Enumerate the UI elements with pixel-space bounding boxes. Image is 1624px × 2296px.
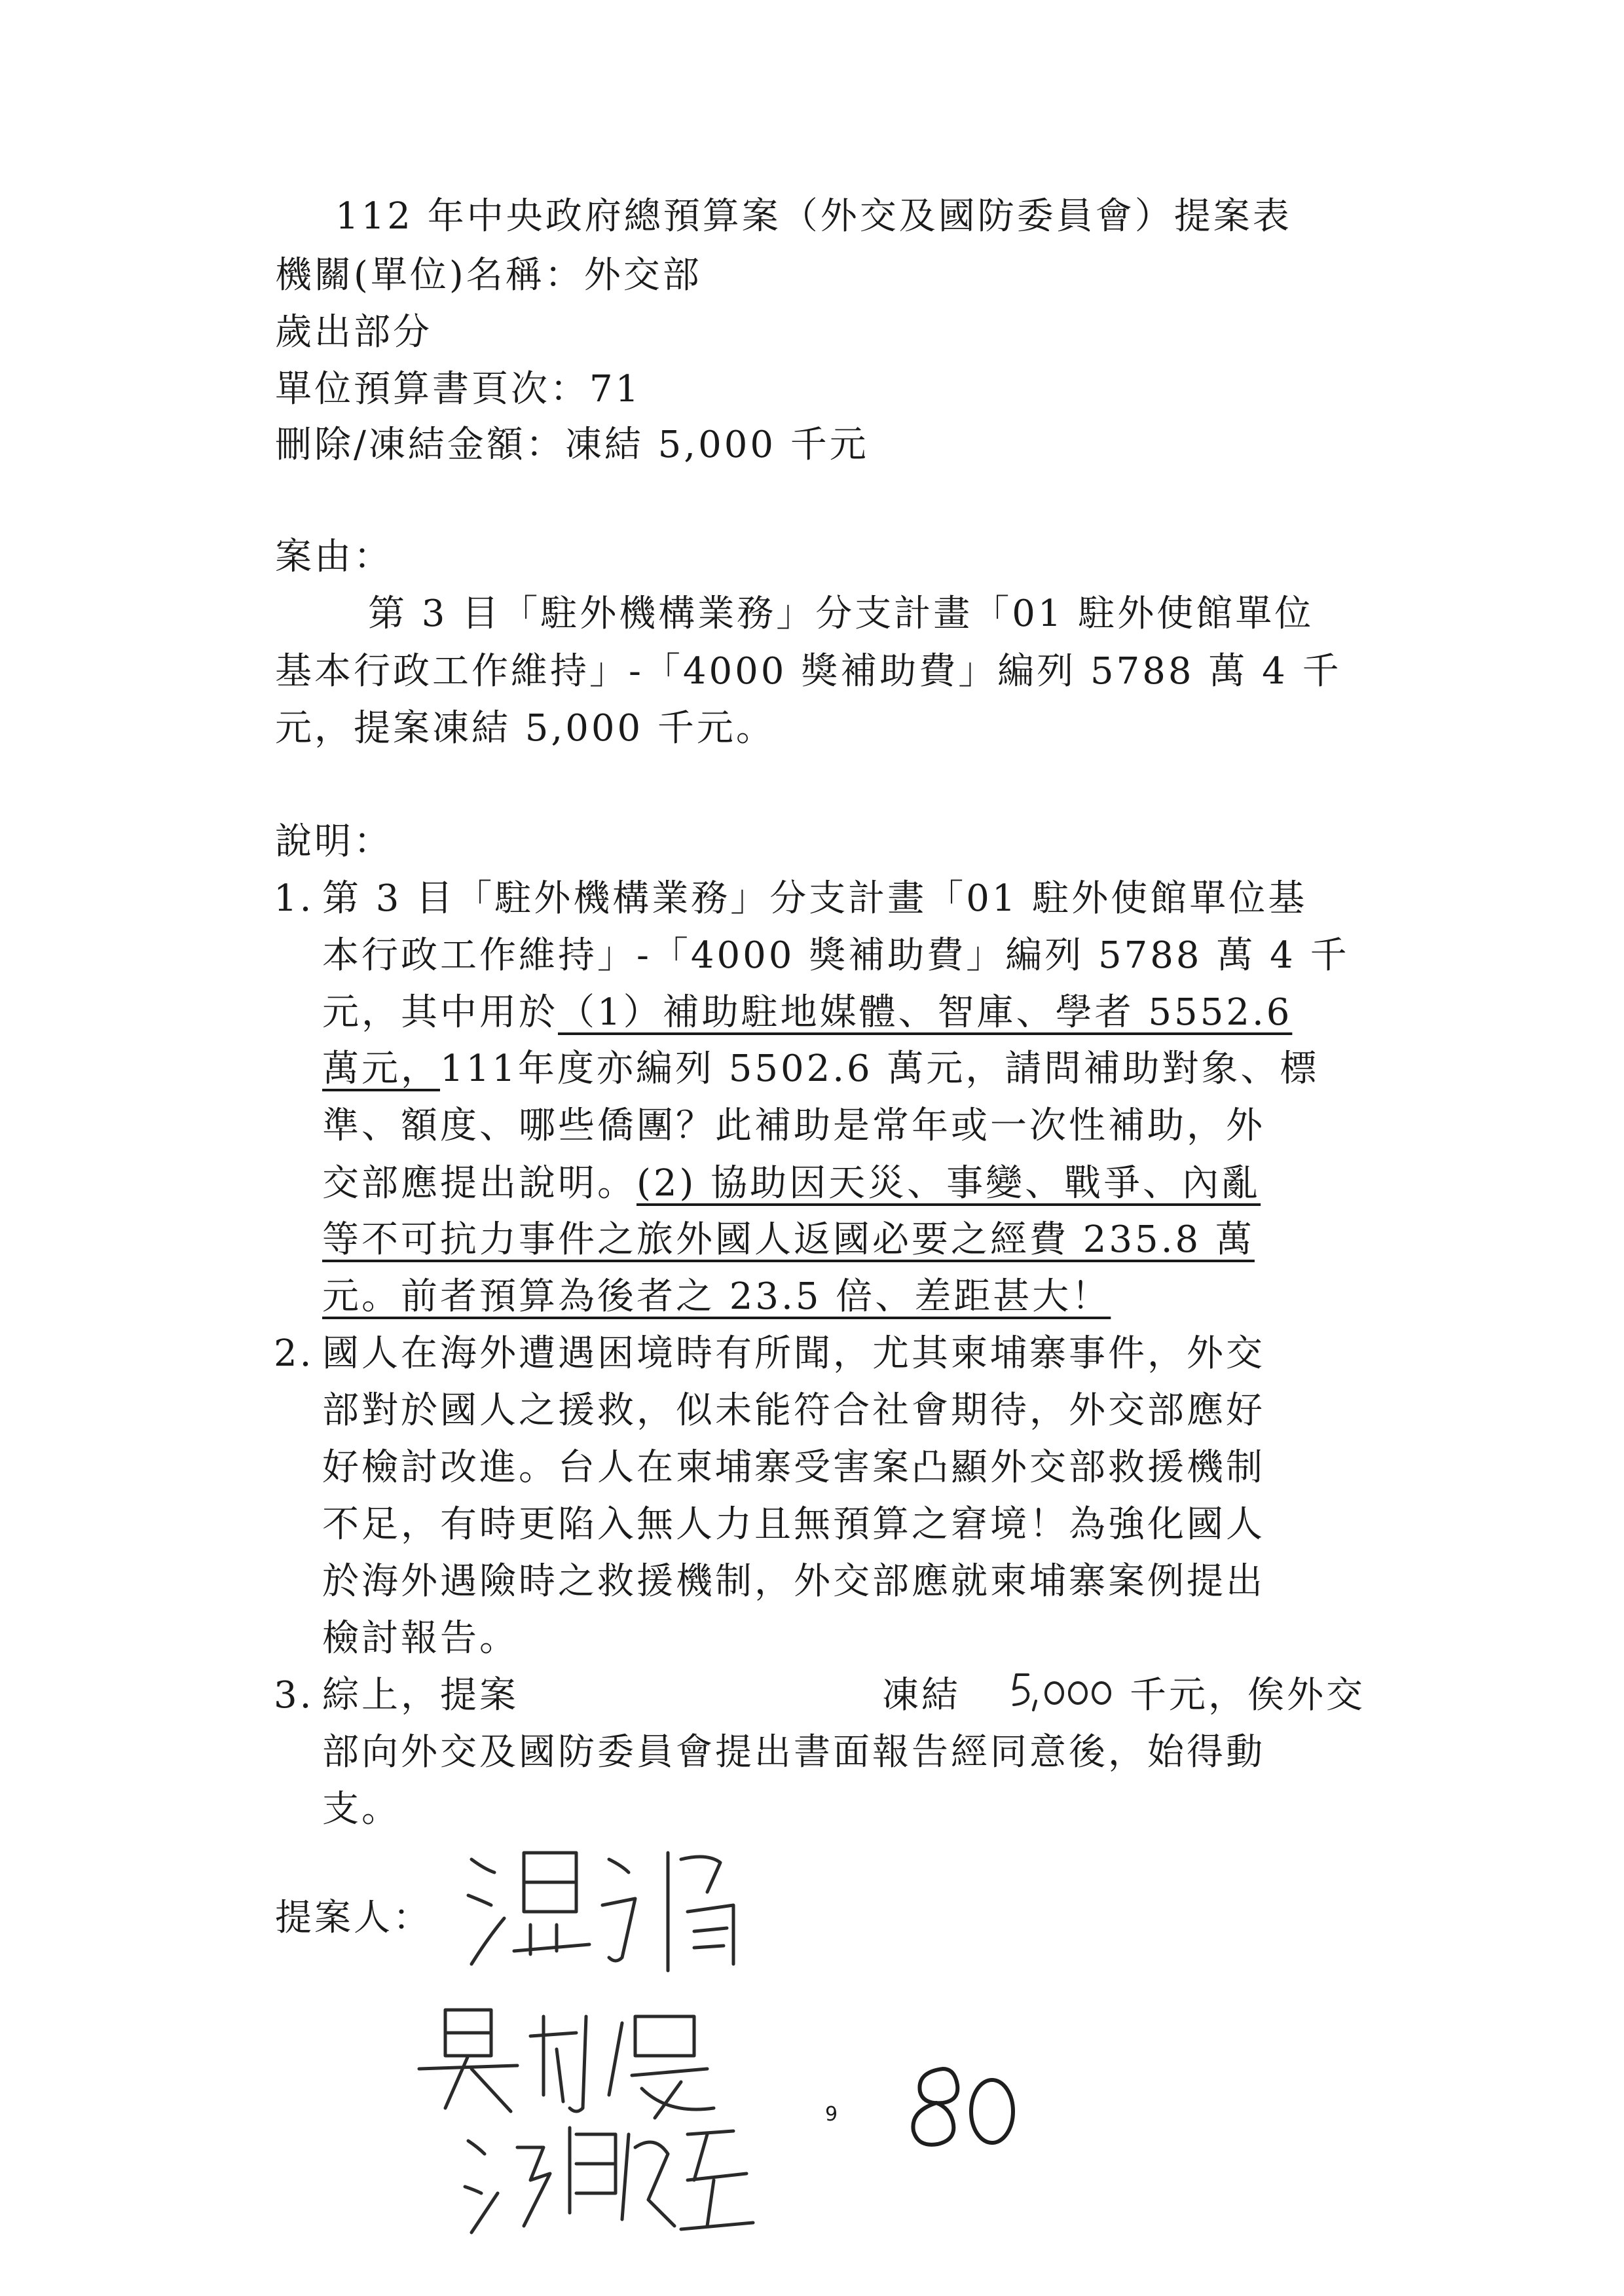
underlined-text: (2) 協助因天災、事變、戰爭、內亂 [637, 1162, 1261, 1205]
item1-line: 等不可抗力事件之旅外國人返國必要之經費 235.8 萬 [322, 1218, 1255, 1261]
handwritten-amount [1002, 1663, 1126, 1715]
proposer-label: 提案人： [275, 1897, 432, 1939]
reason-heading: 案由： [275, 536, 393, 578]
item2-line: 部對於國人之援救，似未能符合社會期待，外交部應好 [322, 1389, 1265, 1432]
budget-book-page: 單位預算書頁次：71 [275, 368, 642, 410]
item3-line: 綜上，提案 [322, 1674, 519, 1717]
reason-line: 元，提案凍結 5,000 千元。 [275, 707, 775, 750]
item1-line: 準、額度、哪些僑團？此補助是常年或一次性補助，外 [322, 1104, 1265, 1147]
item3-line: 支。 [322, 1788, 401, 1831]
item3-line: 千元，俟外交 [1130, 1674, 1365, 1717]
underlined-text: （1）補助駐地媒體、智庫、學者 5552.6 [558, 991, 1293, 1034]
signature [458, 2108, 773, 2239]
explanation-heading: 說明： [275, 820, 393, 863]
item3-line: 凍結 [882, 1674, 961, 1717]
item-number: 2. [274, 1332, 314, 1375]
freeze-amount: 刪除/凍結金額：凍結 5,000 千元 [275, 424, 869, 466]
item2-line: 好檢討改進。台人在柬埔寨受害案凸顯外交部救援機制 [322, 1446, 1265, 1489]
reason-line: 第 3 目「駐外機構業務」分支計畫「01 駐外使館單位 [368, 592, 1314, 635]
item2-line: 於海外遇險時之救援機制，外交部應就柬埔寨案例提出 [322, 1560, 1265, 1603]
reason-line: 基本行政工作維持」-「4000 獎補助費」編列 5788 萬 4 千 [275, 650, 1342, 693]
item1-line [322, 1162, 1261, 1205]
item-number: 1. [274, 877, 314, 920]
item2-line: 國人在海外遭遇困境時有所聞，尤其柬埔寨事件，外交 [322, 1332, 1265, 1375]
signature [458, 1833, 786, 1984]
underlined-text: 萬元， [322, 1048, 440, 1090]
item-number: 3. [274, 1674, 314, 1717]
budget-section: 歲出部分 [275, 311, 432, 354]
item2-line: 檢討報告。 [322, 1617, 519, 1660]
item1-line [322, 991, 1293, 1034]
item3-line: 部向外交及國防委員會提出書面報告經同意後，始得動 [322, 1731, 1265, 1774]
item1-line: 第 3 目「駐外機構業務」分支計畫「01 駐外使館單位基 [322, 877, 1308, 920]
item1-text: 交部應提出說明。 [322, 1162, 637, 1205]
item1-line: 本行政工作維持」-「4000 獎補助費」編列 5788 萬 4 千 [322, 934, 1350, 977]
agency-name: 機關(單位)名稱：外交部 [275, 254, 702, 297]
item1-line: 元。前者預算為後者之 23.5 倍、差距甚大！ [322, 1275, 1111, 1318]
item2-line: 不足，有時更陷入無人力且無預算之窘境！為強化國人 [322, 1503, 1265, 1546]
handwritten-page-mark [897, 2056, 1028, 2154]
item1-line [322, 1048, 1320, 1090]
item1-text: 111年度亦編列 5502.6 萬元，請問補助對象、標 [440, 1048, 1320, 1090]
page-number: 9 [825, 2103, 838, 2126]
page-title: 112 年中央政府總預算案（外交及國防委員會）提案表 [335, 195, 1292, 238]
item1-text: 元，其中用於 [322, 991, 558, 1034]
